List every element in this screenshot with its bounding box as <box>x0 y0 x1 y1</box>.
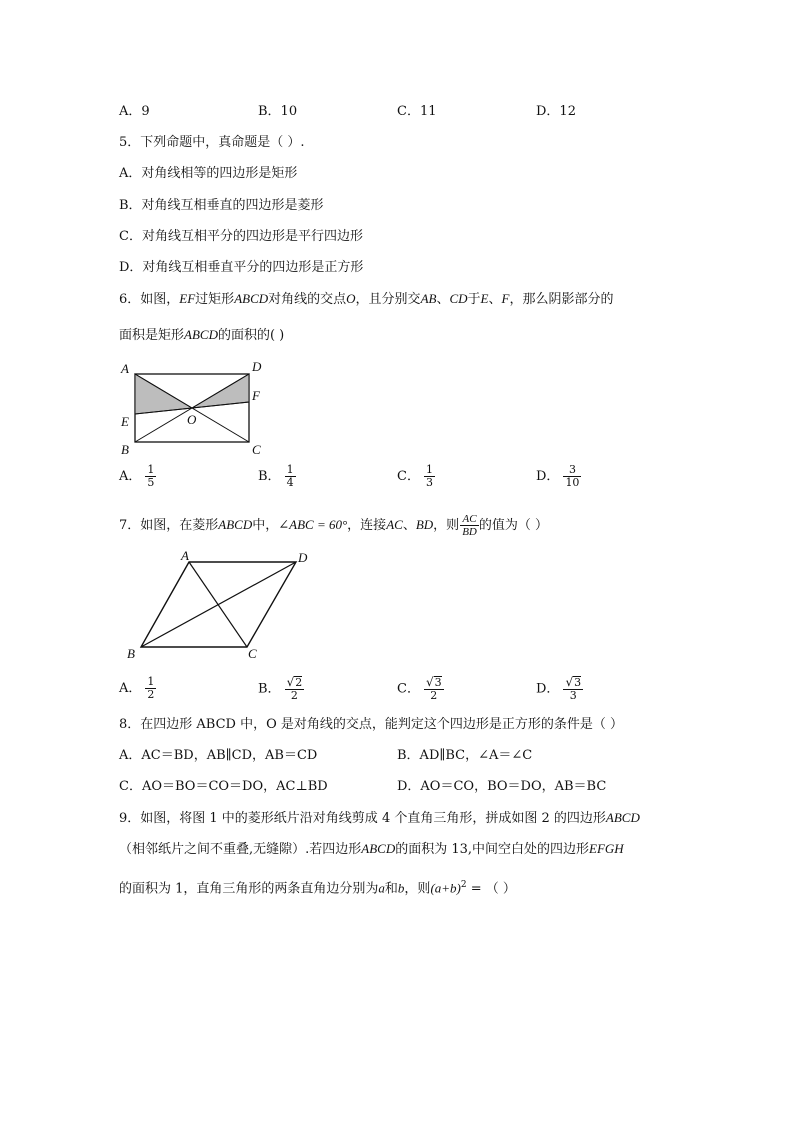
q7-option-d: D． $\frac{√3}{3}$ <box>536 675 582 702</box>
q6-stem-line1: 6．如图，EF过矩形ABCD对角线的交点O，且分别交AB、CD于E、F，那么阴影部分的 <box>119 291 614 307</box>
q8-option-c: C．AO＝BO＝CO＝DO，AC⊥BD <box>119 779 328 794</box>
q8-option-b: B．AD∥BC，∠A＝∠C <box>397 748 533 763</box>
q5-option-c: C．对角线互相平分的四边形是平行四边形 <box>119 229 363 244</box>
q7-option-c: C． $\frac{√3}{2}$ <box>397 675 442 702</box>
q6-stem-line2: 面积是矩形ABCD的面积的( ) <box>119 327 285 343</box>
q4-option-d: D．12 <box>536 104 576 119</box>
q7-option-b: B． $\frac{√2}{2}$ <box>258 675 303 702</box>
q4-option-c: C．11 <box>397 104 437 119</box>
q8-option-d: D．AO＝CO，BO＝DO，AB＝BC <box>397 779 607 794</box>
q8-option-a: A．AC＝BD，AB∥CD，AB＝CD <box>119 748 318 763</box>
q5-option-b: B．对角线互相垂直的四边形是菱形 <box>119 198 324 213</box>
q6-option-a: A． $\frac{1}{5}$ <box>119 463 155 489</box>
q9-line2: （相邻纸片之间不重叠,无缝隙）.若四边形ABCD的面积为 13,中间空白处的四边形EFGH <box>119 841 624 857</box>
q5-option-d: D．对角线互相垂直平分的四边形是正方形 <box>119 260 364 275</box>
q7-rhombus-figure <box>119 546 319 666</box>
q7-label-d: D <box>298 550 308 565</box>
q6-label-b: B <box>121 442 129 457</box>
q7-label-b: B <box>127 646 135 661</box>
q6-label-a: A <box>121 361 129 376</box>
q8-stem: 8．在四边形 ABCD 中，O 是对角线的交点，能判定这个四边形是正方形的条件是（ ） <box>119 717 624 732</box>
q6-option-c: C． $\frac{1}{3}$ <box>397 463 433 489</box>
q7-stem: 7．如图，在菱形ABCD中，∠ABC = 60°，连接AC、BD，则 $\frac{AC}{BD}$ 的值为（ ） <box>119 513 548 538</box>
q6-label-e: E <box>121 414 129 429</box>
q9-line3: 的面积为 1，直角三角形的两条直角边分别为a和b，则$(a+b)^2$ = （ ） <box>119 880 516 897</box>
q6-label-d: D <box>252 359 262 374</box>
q4-option-b: B．10 <box>258 104 298 119</box>
q6-shade-left <box>135 374 192 414</box>
q4-option-a: A．9 <box>119 104 150 119</box>
q7-label-a: A <box>181 548 189 563</box>
q7-option-a: A． $\frac{1}{2}$ <box>119 675 155 701</box>
q6-option-b: B． $\frac{1}{4}$ <box>258 463 294 489</box>
q5-option-a: A．对角线相等的四边形是矩形 <box>119 166 298 181</box>
q6-rectangle-figure <box>112 356 272 460</box>
q6-label-c: C <box>252 442 261 457</box>
q6-label-f: F <box>252 388 260 403</box>
q6-option-d: D． $\frac{3}{10}$ <box>536 463 580 489</box>
q6-label-o: O <box>187 412 197 427</box>
q5-stem: 5．下列命题中，真命题是（ ）. <box>119 135 305 150</box>
q9-line1: 9．如图，将图 1 中的菱形纸片沿对角线剪成 4 个直角三角形，拼成如图 2 的四边形ABCD <box>119 810 640 826</box>
q7-label-c: C <box>248 646 257 661</box>
